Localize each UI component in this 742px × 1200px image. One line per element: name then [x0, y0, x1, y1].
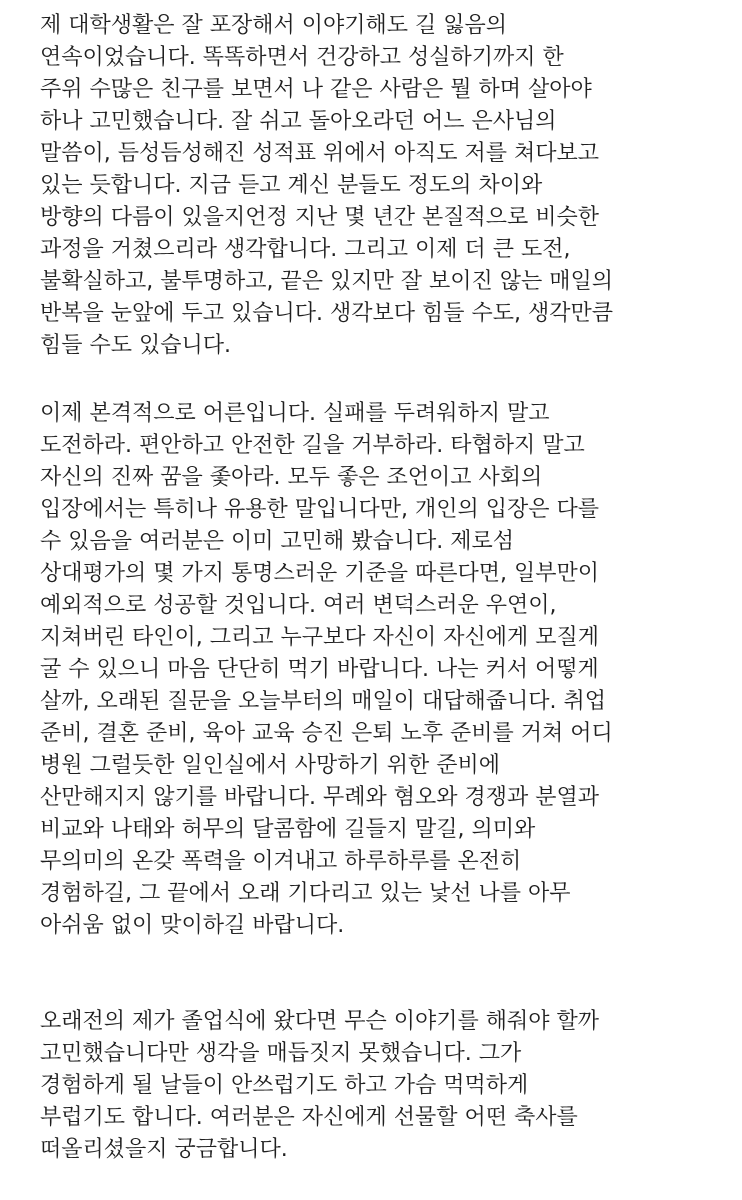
text-line: 주위 수많은 친구를 보면서 나 같은 사람은 뭘 하며 살아야	[40, 77, 592, 102]
text-line: 굴 수 있으니 마음 단단히 먹기 바랍니다. 나는 커서 어떻게	[40, 657, 599, 682]
text-line: 오래전의 제가 졸업식에 왔다면 무슨 이야기를 해줘야 할까	[40, 1009, 600, 1034]
text-line: 준비, 결혼 준비, 육아 교육 승진 은퇴 노후 준비를 거쳐 어디	[40, 721, 613, 746]
text-line: 지쳐버린 타인이, 그리고 누구보다 자신이 자신에게 모질게	[40, 625, 600, 650]
text-line: 고민했습니다만 생각을 매듭짓지 못했습니다. 그가	[40, 1041, 522, 1066]
text-line: 방향의 다름이 있을지언정 지난 몇 년간 본질적으로 비슷한	[40, 205, 600, 230]
text-line: 무의미의 온갖 폭력을 이겨내고 하루하루를 온전히	[40, 849, 522, 874]
paragraph-spacer	[40, 942, 742, 1006]
text-line: 과정을 거쳤으리라 생각합니다. 그리고 이제 더 큰 도전,	[40, 237, 571, 262]
paragraph-2	[40, 398, 742, 942]
text-line: 경험하게 될 날들이 안쓰럽기도 하고 가슴 먹먹하게	[40, 1073, 529, 1098]
text-line: 병원 그럴듯한 일인실에서 사망하기 위한 준비에	[40, 753, 501, 778]
text-line: 살까, 오래된 질문을 오늘부터의 매일이 대답해줍니다. 취업	[40, 689, 606, 714]
text-line: 도전하라. 편안하고 안전한 길을 거부하라. 타협하지 말고	[40, 433, 585, 458]
paragraph-3	[40, 1006, 742, 1166]
text-line: 말씀이, 듬성듬성해진 성적표 위에서 아직도 저를 쳐다보고	[40, 141, 600, 166]
text-line: 반복을 눈앞에 두고 있습니다. 생각보다 힘들 수도, 생각만큼	[40, 301, 613, 326]
text-line: 자신의 진짜 꿈을 좇아라. 모두 좋은 조언이고 사회의	[40, 465, 543, 490]
paragraph-spacer	[40, 362, 742, 398]
text-line: 불확실하고, 불투명하고, 끝은 있지만 잘 보이진 않는 매일의	[40, 269, 613, 294]
text-line: 하나 고민했습니다. 잘 쉬고 돌아오라던 어느 은사님의	[40, 109, 557, 134]
text-line: 이제 본격적으로 어른입니다. 실패를 두려워하지 말고	[40, 401, 550, 426]
text-line: 산만해지지 않기를 바랍니다. 무례와 혐오와 경쟁과 분열과	[40, 785, 600, 810]
text-line: 입장에서는 특히나 유용한 말입니다만, 개인의 입장은 다를	[40, 497, 600, 522]
text-line: 부럽기도 합니다. 여러분은 자신에게 선물할 어떤 축사를	[40, 1105, 578, 1130]
text-line: 있는 듯합니다. 지금 듣고 계신 분들도 정도의 차이와	[40, 173, 543, 198]
paragraph-1	[40, 10, 742, 362]
text-line: 떠올리셨을지 궁금합니다.	[40, 1137, 288, 1162]
text-line: 경험하길, 그 끝에서 오래 기다리고 있는 낯선 나를 아무	[40, 881, 571, 906]
text-line: 연속이었습니다. 똑똑하면서 건강하고 성실하기까지 한	[40, 45, 564, 70]
text-line: 수 있음을 여러분은 이미 고민해 봤습니다. 제로섬	[40, 529, 514, 554]
text-line: 상대평가의 몇 가지 통명스러운 기준을 따른다면, 일부만이	[40, 561, 600, 586]
text-line: 예외적으로 성공할 것입니다. 여러 변덕스러운 우연이,	[40, 593, 557, 618]
text-line: 제 대학생활은 잘 포장해서 이야기해도 길 잃음의	[40, 13, 508, 38]
text-line: 힘들 수도 있습니다.	[40, 333, 231, 358]
text-line: 비교와 나태와 허무의 달콤함에 길들지 말길, 의미와	[40, 817, 536, 842]
text-line: 아쉬움 없이 맞이하길 바랍니다.	[40, 913, 345, 938]
